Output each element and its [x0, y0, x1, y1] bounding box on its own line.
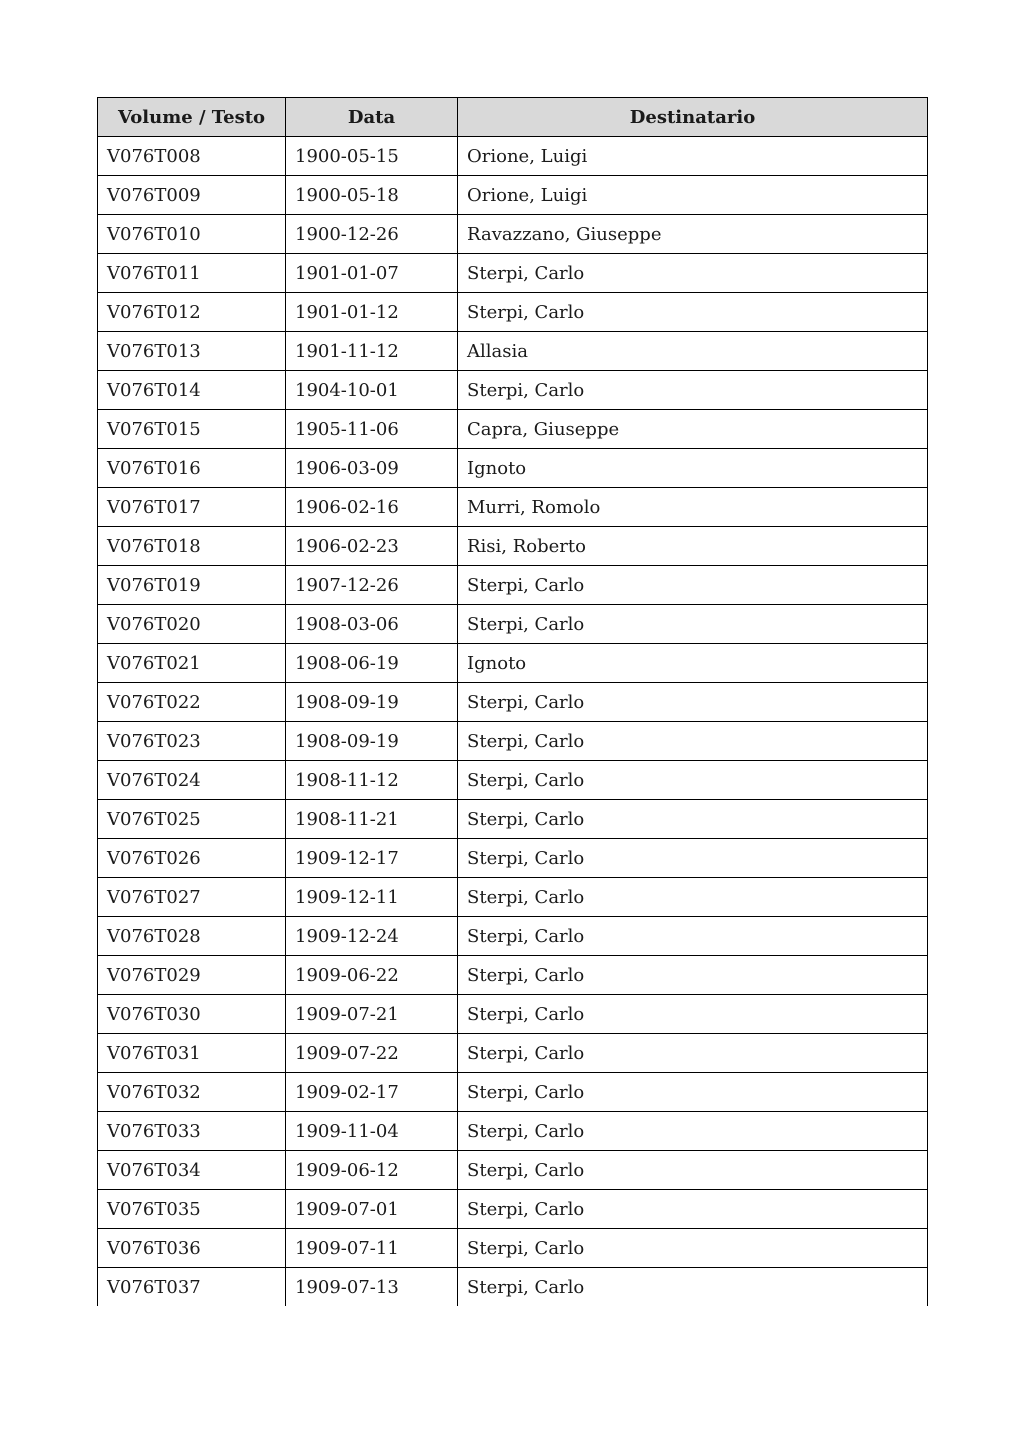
cell-volume: V076T018 [98, 527, 286, 566]
cell-data: 1904-10-01 [286, 371, 458, 410]
table-row [98, 332, 928, 371]
cell-volume: V076T019 [98, 566, 286, 605]
table-row [98, 488, 928, 527]
cell-destinatario: Sterpi, Carlo [458, 1151, 928, 1190]
table-row [98, 527, 928, 566]
table-row [98, 683, 928, 722]
cell-volume: V076T009 [98, 176, 286, 215]
cell-data: 1900-05-15 [286, 137, 458, 176]
table-row [98, 1268, 928, 1307]
table-row [98, 839, 928, 878]
table-row [98, 1112, 928, 1151]
cell-destinatario: Sterpi, Carlo [458, 878, 928, 917]
cell-volume: V076T020 [98, 605, 286, 644]
cell-volume: V076T036 [98, 1229, 286, 1268]
cell-volume: V076T008 [98, 137, 286, 176]
cell-data: 1900-05-18 [286, 176, 458, 215]
column-header-data: Data [286, 98, 458, 137]
cell-volume: V076T013 [98, 332, 286, 371]
table-row [98, 215, 928, 254]
table-row [98, 995, 928, 1034]
cell-volume: V076T026 [98, 839, 286, 878]
cell-destinatario: Sterpi, Carlo [458, 566, 928, 605]
cell-volume: V076T016 [98, 449, 286, 488]
table-body [98, 137, 928, 1307]
cell-data: 1909-06-12 [286, 1151, 458, 1190]
cell-data: 1906-03-09 [286, 449, 458, 488]
cell-destinatario: Risi, Roberto [458, 527, 928, 566]
cell-volume: V076T017 [98, 488, 286, 527]
table-row [98, 371, 928, 410]
cell-volume: V076T034 [98, 1151, 286, 1190]
cell-volume: V076T011 [98, 254, 286, 293]
cell-destinatario: Sterpi, Carlo [458, 1112, 928, 1151]
cell-volume: V076T035 [98, 1190, 286, 1229]
cell-data: 1909-07-22 [286, 1034, 458, 1073]
table-row [98, 410, 928, 449]
cell-destinatario: Ignoto [458, 449, 928, 488]
table-row [98, 605, 928, 644]
cell-data: 1908-09-19 [286, 683, 458, 722]
table-row [98, 176, 928, 215]
cell-data: 1906-02-23 [286, 527, 458, 566]
cell-volume: V076T014 [98, 371, 286, 410]
cell-volume: V076T022 [98, 683, 286, 722]
cell-destinatario: Sterpi, Carlo [458, 722, 928, 761]
cell-destinatario: Sterpi, Carlo [458, 605, 928, 644]
table-row [98, 761, 928, 800]
cell-volume: V076T033 [98, 1112, 286, 1151]
cell-data: 1908-09-19 [286, 722, 458, 761]
cell-destinatario: Capra, Giuseppe [458, 410, 928, 449]
cell-data: 1907-12-26 [286, 566, 458, 605]
cell-destinatario: Orione, Luigi [458, 137, 928, 176]
cell-destinatario: Sterpi, Carlo [458, 1268, 928, 1307]
cell-volume: V076T037 [98, 1268, 286, 1307]
cell-data: 1901-01-12 [286, 293, 458, 332]
letters-table [97, 97, 928, 1306]
cell-data: 1901-11-12 [286, 332, 458, 371]
cell-data: 1909-07-13 [286, 1268, 458, 1307]
cell-volume: V076T028 [98, 917, 286, 956]
table-row [98, 1190, 928, 1229]
table-row [98, 1229, 928, 1268]
cell-volume: V076T023 [98, 722, 286, 761]
table-row [98, 1151, 928, 1190]
table-row [98, 917, 928, 956]
table-header [98, 98, 928, 137]
cell-data: 1908-06-19 [286, 644, 458, 683]
cell-destinatario: Sterpi, Carlo [458, 995, 928, 1034]
cell-volume: V076T030 [98, 995, 286, 1034]
table-row [98, 878, 928, 917]
cell-volume: V076T010 [98, 215, 286, 254]
cell-destinatario: Sterpi, Carlo [458, 254, 928, 293]
cell-volume: V076T021 [98, 644, 286, 683]
cell-destinatario: Sterpi, Carlo [458, 956, 928, 995]
cell-data: 1909-06-22 [286, 956, 458, 995]
table-row [98, 449, 928, 488]
cell-data: 1908-11-12 [286, 761, 458, 800]
cell-data: 1909-07-11 [286, 1229, 458, 1268]
cell-destinatario: Sterpi, Carlo [458, 1073, 928, 1112]
cell-destinatario: Sterpi, Carlo [458, 1034, 928, 1073]
cell-volume: V076T031 [98, 1034, 286, 1073]
cell-destinatario: Sterpi, Carlo [458, 917, 928, 956]
cell-destinatario: Sterpi, Carlo [458, 839, 928, 878]
cell-volume: V076T024 [98, 761, 286, 800]
cell-destinatario: Murri, Romolo [458, 488, 928, 527]
cell-data: 1909-02-17 [286, 1073, 458, 1112]
cell-data: 1909-07-01 [286, 1190, 458, 1229]
cell-data: 1909-12-11 [286, 878, 458, 917]
cell-volume: V076T025 [98, 800, 286, 839]
column-header-volume: Volume / Testo [98, 98, 286, 137]
table-row [98, 1073, 928, 1112]
table-row [98, 137, 928, 176]
cell-data: 1900-12-26 [286, 215, 458, 254]
cell-destinatario: Orione, Luigi [458, 176, 928, 215]
cell-volume: V076T027 [98, 878, 286, 917]
table-row [98, 644, 928, 683]
cell-destinatario: Sterpi, Carlo [458, 761, 928, 800]
cell-destinatario: Allasia [458, 332, 928, 371]
table-row [98, 800, 928, 839]
cell-volume: V076T032 [98, 1073, 286, 1112]
table-row [98, 956, 928, 995]
table-row [98, 254, 928, 293]
cell-data: 1908-11-21 [286, 800, 458, 839]
cell-data: 1909-12-24 [286, 917, 458, 956]
cell-data: 1909-11-04 [286, 1112, 458, 1151]
cell-data: 1908-03-06 [286, 605, 458, 644]
cell-destinatario: Ravazzano, Giuseppe [458, 215, 928, 254]
cell-data: 1906-02-16 [286, 488, 458, 527]
cell-destinatario: Sterpi, Carlo [458, 1229, 928, 1268]
cell-volume: V076T015 [98, 410, 286, 449]
table-row [98, 1034, 928, 1073]
cell-destinatario: Sterpi, Carlo [458, 293, 928, 332]
table-row [98, 722, 928, 761]
table-row [98, 566, 928, 605]
cell-data: 1901-01-07 [286, 254, 458, 293]
cell-data: 1905-11-06 [286, 410, 458, 449]
cell-destinatario: Sterpi, Carlo [458, 683, 928, 722]
column-header-destinatario: Destinatario [458, 98, 928, 137]
cell-destinatario: Sterpi, Carlo [458, 371, 928, 410]
cell-destinatario: Sterpi, Carlo [458, 800, 928, 839]
cell-volume: V076T012 [98, 293, 286, 332]
header-row [98, 98, 928, 137]
cell-destinatario: Sterpi, Carlo [458, 1190, 928, 1229]
cell-volume: V076T029 [98, 956, 286, 995]
table-row [98, 293, 928, 332]
cell-destinatario: Ignoto [458, 644, 928, 683]
cell-data: 1909-12-17 [286, 839, 458, 878]
cell-data: 1909-07-21 [286, 995, 458, 1034]
